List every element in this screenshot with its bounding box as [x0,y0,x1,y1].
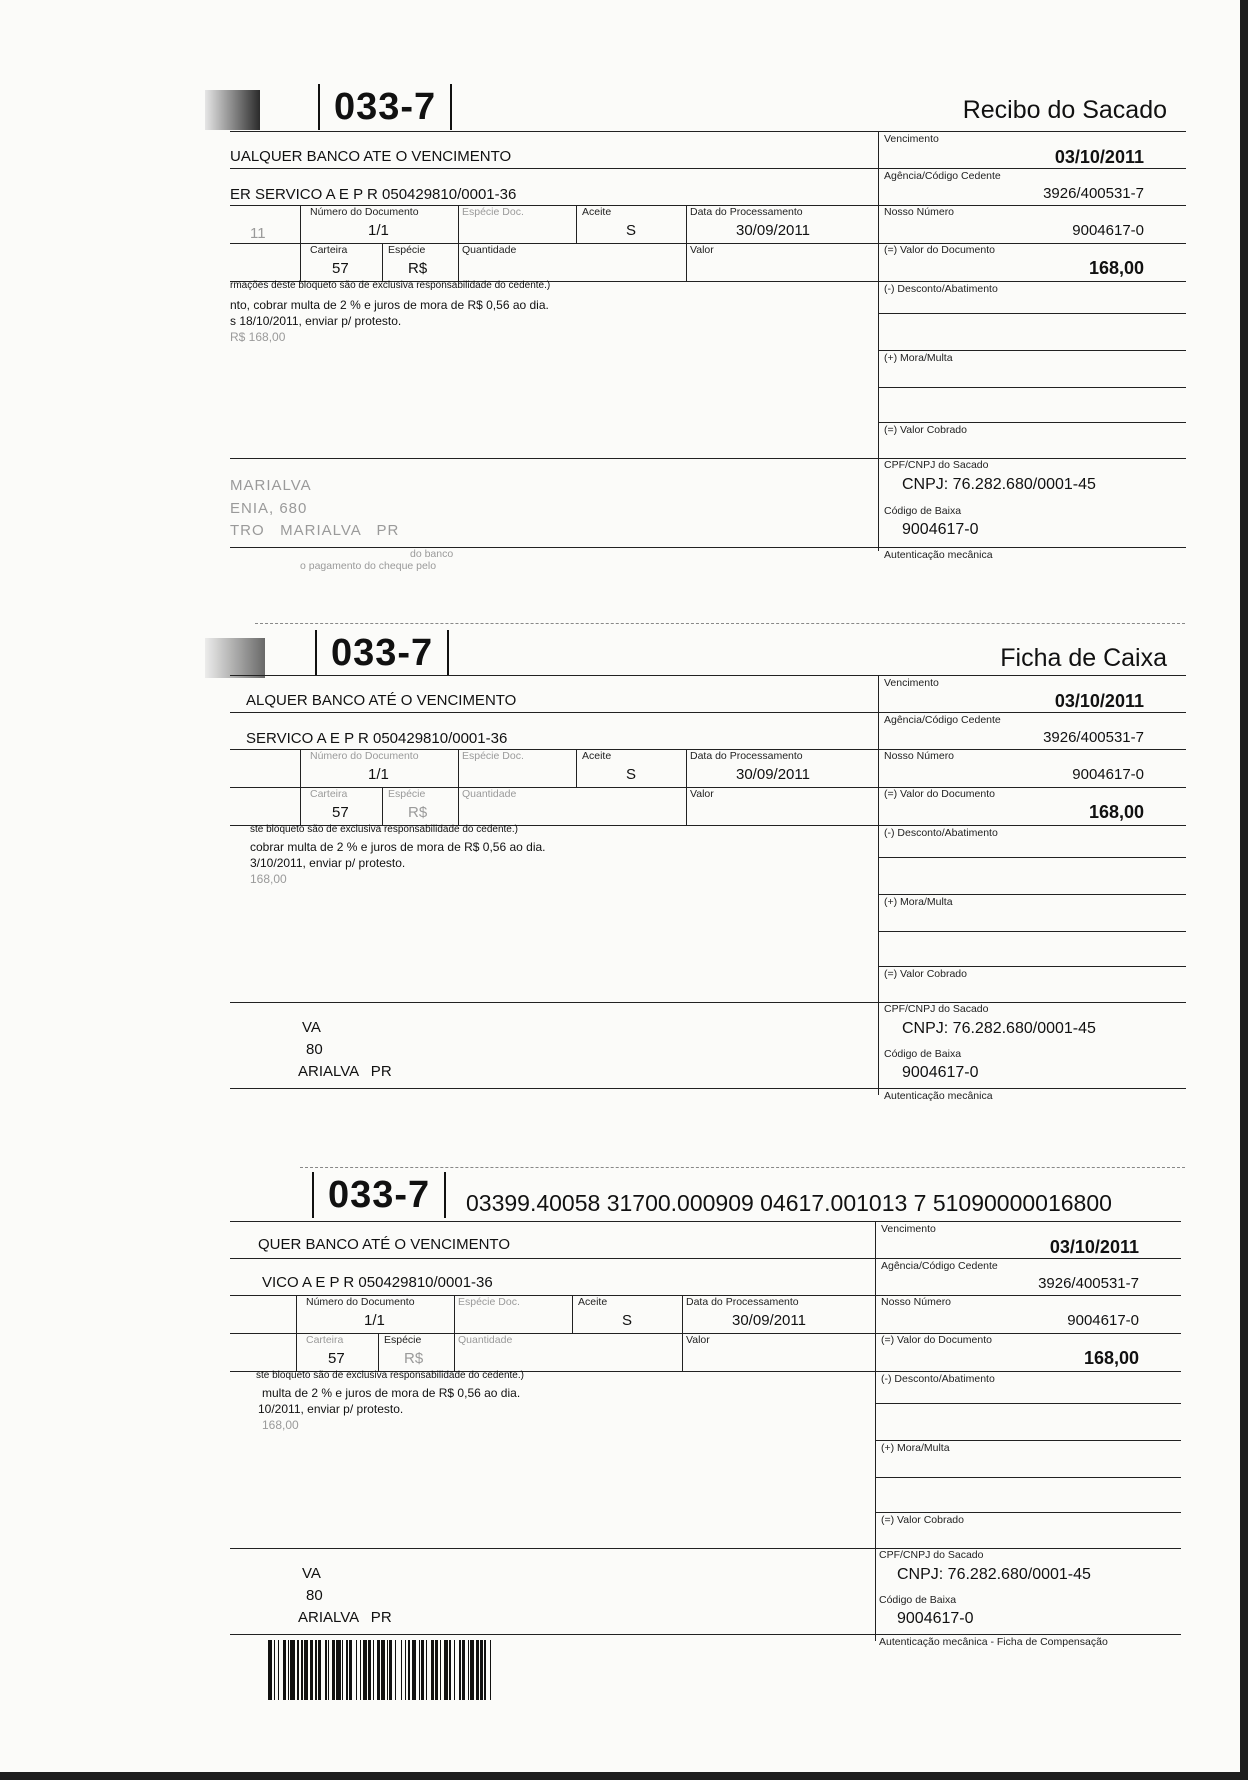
bank-code: 033-7 [312,1172,446,1218]
cnpj-value: CNPJ: 76.282.680/0001-45 [902,476,1096,493]
numero-doc-label: Número do Documento [310,206,419,218]
cnpj-value: CNPJ: 76.282.680/0001-45 [902,1020,1096,1037]
local-pagamento: QUER BANCO ATÉ O VENCIMENTO [258,1236,510,1253]
valor-cobrado-label: (=) Valor Cobrado [884,968,967,980]
aceite-label: Aceite [582,750,612,762]
barcode [268,1640,688,1700]
codigo-baixa-value: 9004617-0 [902,1064,979,1081]
vencimento-label: Vencimento [884,133,939,145]
nosso-numero-value: 9004617-0 [1072,222,1144,239]
vencimento-label: Vencimento [881,1223,936,1235]
valor-cobrado-label: (=) Valor Cobrado [881,1514,964,1526]
instrucao-2: 3/10/2011, enviar p/ protesto. [250,856,406,870]
valor-documento-label: (=) Valor do Documento [881,1334,992,1346]
sacado-cidade: ARIALVA PR [298,1063,392,1080]
valor-label: Valor [686,1334,710,1346]
instrucao-3: 168,00 [250,872,287,886]
especie-doc-label: Espécie Doc. [458,1296,520,1308]
sacado-cidade: ARIALVA PR [298,1609,392,1626]
bank-logo [205,90,260,130]
slip-ficha-caixa [0,628,1240,1108]
especie-label: Espécie [388,244,426,256]
agencia-value: 3926/400531-7 [1038,1275,1139,1292]
mora-label: (+) Mora/Multa [881,1442,950,1454]
quantidade-label: Quantidade [462,788,517,800]
aceite-label: Aceite [582,206,612,218]
agencia-label: Agência/Código Cedente [881,1260,998,1272]
data-processamento-label: Data do Processamento [686,1296,799,1308]
instrucoes-header: ste bloqueto são de exclusiva responsabilidade do cedente.) [250,824,518,835]
sacado-cidade: TRO MARIALVA PR [230,522,400,539]
cedente: VICO A E P R 050429810/0001-36 [262,1274,493,1291]
bank-logo [205,638,265,678]
numero-doc-label: Número do Documento [310,750,419,762]
cut-line-1 [255,623,1185,624]
carteira-label: Carteira [310,244,348,256]
cpf-cnpj-label: CPF/CNPJ do Sacado [884,1003,989,1015]
especie-doc-label: Espécie Doc. [462,206,524,218]
vencimento-value: 03/10/2011 [1054,691,1144,711]
aceite-value: S [626,222,637,239]
slip-recibo-sacado [0,0,1240,580]
aceite-label: Aceite [578,1296,608,1308]
instrucao-1: nto, cobrar multa de 2 % e juros de mora de R$ 0,56 ao dia. [230,298,549,312]
carteira-value: 57 [328,1350,345,1367]
nosso-numero-label: Nosso Número [884,206,955,218]
numero-doc-value: 1/1 [368,222,389,239]
cpf-cnpj-label: CPF/CNPJ do Sacado [884,459,989,471]
sacado-endereco: ENIA, 680 [230,500,308,517]
instrucao-1: multa de 2 % e juros de mora de R$ 0,56 ao dia. [262,1386,521,1400]
sacado-nome: VA [302,1565,321,1582]
codigo-baixa-label: Código de Baixa [879,1594,957,1606]
cpf-cnpj-label: CPF/CNPJ do Sacado [879,1549,984,1561]
instrucao-3: 168,00 [262,1418,299,1432]
slip-ficha-compensacao [0,1170,1240,1730]
aceite-value: S [622,1312,633,1329]
agencia-label: Agência/Código Cedente [884,714,1001,726]
especie-label: Espécie [388,788,426,800]
data-processamento-label: Data do Processamento [690,206,803,218]
barcode-bar [491,1640,494,1700]
codigo-baixa-label: Código de Baixa [884,505,962,517]
sacado-endereco: 80 [306,1587,323,1604]
mora-label: (+) Mora/Multa [884,896,953,908]
valor-cobrado-label: (=) Valor Cobrado [884,424,967,436]
vencimento-value: 03/10/2011 [1054,147,1144,167]
data-processamento-value: 30/09/2011 [736,222,810,239]
carteira-label: Carteira [306,1334,344,1346]
valor-documento-label: (=) Valor do Documento [884,244,995,256]
instrucao-2: 10/2011, enviar p/ protesto. [258,1402,404,1416]
numero-doc-value: 1/1 [368,766,389,783]
instrucao-1: cobrar multa de 2 % e juros de mora de R$ 0,56 ao dia. [250,840,546,854]
codigo-baixa-value: 9004617-0 [902,521,979,538]
quantidade-label: Quantidade [462,244,517,256]
slip-title: Ficha de Caixa [1000,644,1167,672]
valor-documento-value: 168,00 [1083,1348,1139,1368]
bank-code: 033-7 [315,630,449,676]
carteira-label: Carteira [310,788,348,800]
numero-doc-value: 1/1 [364,1312,385,1329]
nosso-numero-label: Nosso Número [881,1296,952,1308]
vencimento-value: 03/10/2011 [1049,1237,1139,1257]
local-pagamento: UALQUER BANCO ATE O VENCIMENTO [230,148,512,165]
carteira-value: 57 [332,804,349,821]
codigo-baixa-value: 9004617-0 [897,1610,974,1627]
data-processamento-label: Data do Processamento [690,750,803,762]
carteira-value: 57 [332,260,349,277]
autenticacao-label: Autenticação mecânica [884,549,993,561]
especie-label: Espécie [384,1334,422,1346]
cut-line-2 [300,1167,1185,1168]
valor-documento-label: (=) Valor do Documento [884,788,995,800]
vencimento-label: Vencimento [884,677,939,689]
instrucoes-header: ste bloqueto são de exclusiva responsabilidade do cedente.) [256,1370,524,1381]
agencia-label: Agência/Código Cedente [884,170,1001,182]
instrucao-3: R$ 168,00 [230,330,286,344]
codigo-baixa-label: Código de Baixa [884,1048,962,1060]
sacado-endereco: 80 [306,1041,323,1058]
especie-doc-label: Espécie Doc. [462,750,524,762]
numero-doc-label: Número do Documento [306,1296,415,1308]
data-processamento-value: 30/09/2011 [732,1312,806,1329]
agencia-value: 3926/400531-7 [1043,185,1144,202]
nosso-numero-label: Nosso Número [884,750,955,762]
cnpj-value: CNPJ: 76.282.680/0001-45 [897,1566,1091,1583]
especie-value: R$ [404,1350,424,1367]
local-pagamento: ALQUER BANCO ATÉ O VENCIMENTO [246,692,517,709]
linha-digitavel: 03399.40058 31700.000909 04617.001013 7 51090000016800 [466,1190,1112,1216]
sacado-nome: VA [302,1019,321,1036]
data-processamento-value: 30/09/2011 [736,766,810,783]
sacado-nome: MARIALVA [230,477,312,494]
sacado-nota-2: o pagamento do cheque pelo [300,560,437,572]
nosso-numero-value: 9004617-0 [1067,1312,1139,1329]
autenticacao-label: Autenticação mecânica - Ficha de Compensação [879,1636,1108,1648]
slip-title: Recibo do Sacado [962,96,1167,124]
valor-label: Valor [690,788,714,800]
valor-label: Valor [690,244,714,256]
desconto-label: (-) Desconto/Abatimento [884,827,998,839]
especie-value: R$ [408,260,428,277]
valor-documento-value: 168,00 [1088,258,1144,278]
agencia-value: 3926/400531-7 [1043,729,1144,746]
desconto-label: (-) Desconto/Abatimento [884,283,998,295]
instrucao-2: s 18/10/2011, enviar p/ protesto. [230,314,402,328]
mora-label: (+) Mora/Multa [884,352,953,364]
bank-code: 033-7 [318,84,452,130]
desconto-label: (-) Desconto/Abatimento [881,1373,995,1385]
autenticacao-label: Autenticação mecânica [884,1090,993,1102]
numero-doc-prefix: 11 [250,225,266,242]
valor-documento-value: 168,00 [1088,802,1144,822]
cedente: ER SERVICO A E P R 050429810/0001-36 [230,186,517,203]
nosso-numero-value: 9004617-0 [1072,766,1144,783]
quantidade-label: Quantidade [458,1334,513,1346]
aceite-value: S [626,766,637,783]
cedente: SERVICO A E P R 050429810/0001-36 [246,730,508,747]
instrucoes-header: rmações deste bloqueto são de exclusiva responsabilidade do cedente.) [230,280,551,291]
sacado-nota-1: do banco [410,548,454,560]
especie-value: R$ [408,804,428,821]
